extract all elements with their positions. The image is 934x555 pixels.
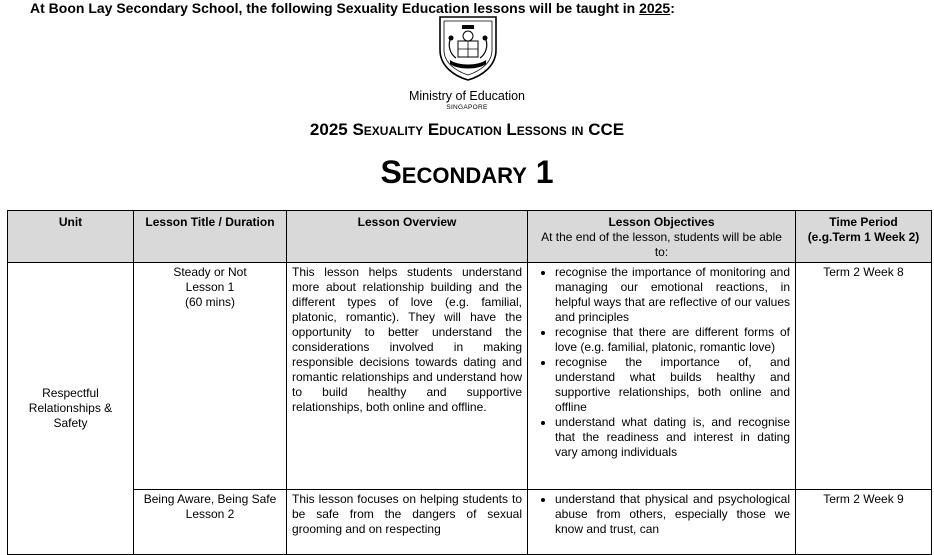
lesson-cell bbox=[134, 490, 287, 555]
table-header-row bbox=[8, 211, 932, 263]
lesson-number: Lesson 2 bbox=[185, 507, 235, 521]
time-cell: Term 2 Week 8 bbox=[796, 263, 932, 490]
document-title: 2025 Sexuality Education Lessons in CCE bbox=[309, 120, 625, 139]
time-cell: Term 2 Week 9 bbox=[796, 490, 932, 555]
lesson-title: Steady or Not bbox=[173, 265, 247, 279]
header-time bbox=[796, 211, 932, 263]
header-time-label: Time Period bbox=[829, 215, 898, 229]
table-row bbox=[8, 263, 932, 490]
header-time-sub: (e.g.Term 1 Week 2) bbox=[807, 230, 920, 244]
list-item: • recognise the importance of, and understand what builds healthy and supportive relationships, both online and offline bbox=[555, 355, 790, 415]
level-title: Secondary 1 bbox=[380, 154, 554, 190]
header-objectives bbox=[528, 211, 796, 263]
lesson-cell bbox=[134, 263, 287, 490]
ministry-country: SINGAPORE bbox=[446, 104, 488, 111]
objectives-list bbox=[533, 265, 790, 460]
ministry-name: Ministry of Education bbox=[408, 89, 526, 103]
header-objectives-sub: At the end of the lesson, students will be able to: bbox=[541, 230, 782, 259]
list-item: • understand that physical and psychological abuse from others, especially those we know and trust, can bbox=[555, 492, 790, 537]
coat-of-arms-icon bbox=[436, 14, 500, 82]
overview-cell: This lesson focuses on helping students to be safe from the dangers of sexual grooming and on respecting bbox=[287, 490, 528, 555]
intro-year: 2025 bbox=[639, 0, 671, 16]
lesson-title: Being Aware, Being Safe bbox=[143, 492, 277, 506]
header-overview: Lesson Overview bbox=[287, 211, 528, 263]
list-item: • recognise that there are different forms of love (e.g. familial, platonic, romantic love) bbox=[555, 325, 790, 355]
intro-before: At Boon Lay Secondary School, the following Sexuality Education lessons will be taught in bbox=[30, 0, 640, 16]
lesson-number: Lesson 1 bbox=[185, 280, 235, 294]
lesson-duration: (60 mins) bbox=[184, 295, 235, 309]
intro-text bbox=[30, 0, 675, 16]
table-row bbox=[8, 490, 932, 555]
objectives-cell bbox=[528, 263, 796, 490]
list-item: • recognise the importance of monitoring and managing our emotional reactions, in helpful ways that are reflective of our values and principles bbox=[555, 265, 790, 325]
header-lesson: Lesson Title / Duration bbox=[134, 211, 287, 263]
objectives-cell bbox=[528, 490, 796, 555]
header-unit: Unit bbox=[8, 211, 134, 263]
header-objectives-label: Lesson Objectives bbox=[608, 215, 715, 229]
unit-cell: Respectful Relationships & Safety bbox=[8, 263, 134, 555]
overview-cell: This lesson helps students understand more about relationship building and the different types of love (e.g. familial, platonic, romantic). They will have the opportunity to better understand the considerations involved in making responsible decisions towards dating and romantic relationships and understand how to build healthy and supportive relationships, both online and offline. bbox=[287, 263, 528, 490]
list-item: • understand what dating is, and recognise that the readiness and interest in dating vary among individuals bbox=[555, 415, 790, 460]
lessons-table bbox=[7, 210, 932, 555]
objectives-list bbox=[533, 492, 790, 537]
intro-after: : bbox=[670, 0, 675, 16]
